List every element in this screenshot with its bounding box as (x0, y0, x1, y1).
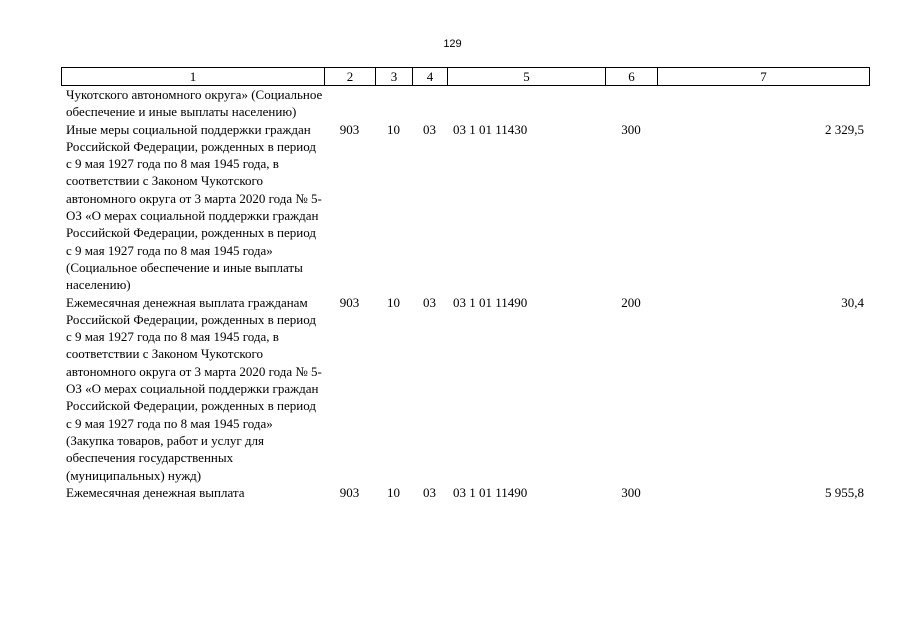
header-col-4: 4 (413, 68, 448, 86)
row-sum: 2 329,5 (825, 121, 864, 137)
table-row (61, 484, 869, 501)
row-vr (605, 86, 657, 121)
row-csr (447, 86, 605, 121)
header-col-2: 2 (325, 68, 376, 86)
row-vr: 300 (621, 484, 641, 500)
header-col-3: 3 (376, 68, 413, 86)
row-csr: 03 1 01 11490 (453, 484, 528, 500)
header-col-1: 1 (62, 68, 325, 86)
row-gr (324, 86, 375, 121)
row-rz: 10 (387, 484, 400, 500)
row-sum: 5 955,8 (825, 484, 864, 500)
table-header (61, 67, 870, 86)
row-csr: 03 1 01 11490 (453, 294, 528, 310)
row-vr: 200 (621, 294, 641, 310)
row-rz (375, 86, 412, 121)
row-pr: 03 (423, 484, 436, 500)
row-gr: 903 (339, 121, 360, 137)
row-rz: 10 (387, 294, 400, 310)
header-row (62, 68, 870, 86)
row-sum: 30,4 (841, 294, 864, 310)
row-pr: 03 (423, 121, 436, 137)
row-name: Ежемесячная денежная выплата гражданам Российской Федерации, рожденных в период с 9 мая 1927 года по 8 мая 1945 года, в соответствии с Законом Чукотского автономного округа от 3 марта 2020 года № 5-ОЗ «О мерах социальной поддержки граждан Российской Федерации, рожденных в период с 9 мая 1927 года по 8 мая 1945 года» (Закупка товаров, работ и услуг для обеспечения государственных (муниципальных) нужд) (66, 294, 322, 483)
header-col-5: 5 (448, 68, 606, 86)
page-number: 129 (443, 38, 462, 50)
row-vr: 300 (621, 121, 641, 137)
row-pr (412, 86, 447, 121)
row-rz: 10 (387, 121, 400, 137)
row-csr: 03 1 01 11430 (453, 121, 528, 137)
table-row (61, 294, 869, 484)
row-name: Иные меры социальной поддержки граждан Российской Федерации, рожденных в период с 9 мая 1927 года по 8 мая 1945 года, в соответствии с Законом Чукотского автономного округа от 3 марта 2020 года № 5-ОЗ «О мерах социальной поддержки граждан Российской Федерации, рожденных в период с 9 мая 1927 года по 8 мая 1945 года» (Социальное обеспечение и иные выплаты населению) (66, 121, 322, 293)
row-pr: 03 (423, 294, 436, 310)
row-name: Ежемесячная денежная выплата (66, 484, 245, 500)
table-row (61, 86, 869, 121)
header-col-6: 6 (606, 68, 658, 86)
table-row (61, 121, 869, 294)
row-sum (657, 86, 869, 121)
row-gr: 903 (339, 294, 360, 310)
table-body (61, 86, 869, 501)
row-gr: 903 (339, 484, 360, 500)
header-col-7: 7 (658, 68, 870, 86)
row-name: Чукотского автономного округа» (Социальное обеспечение и иные выплаты населению) (66, 87, 323, 120)
